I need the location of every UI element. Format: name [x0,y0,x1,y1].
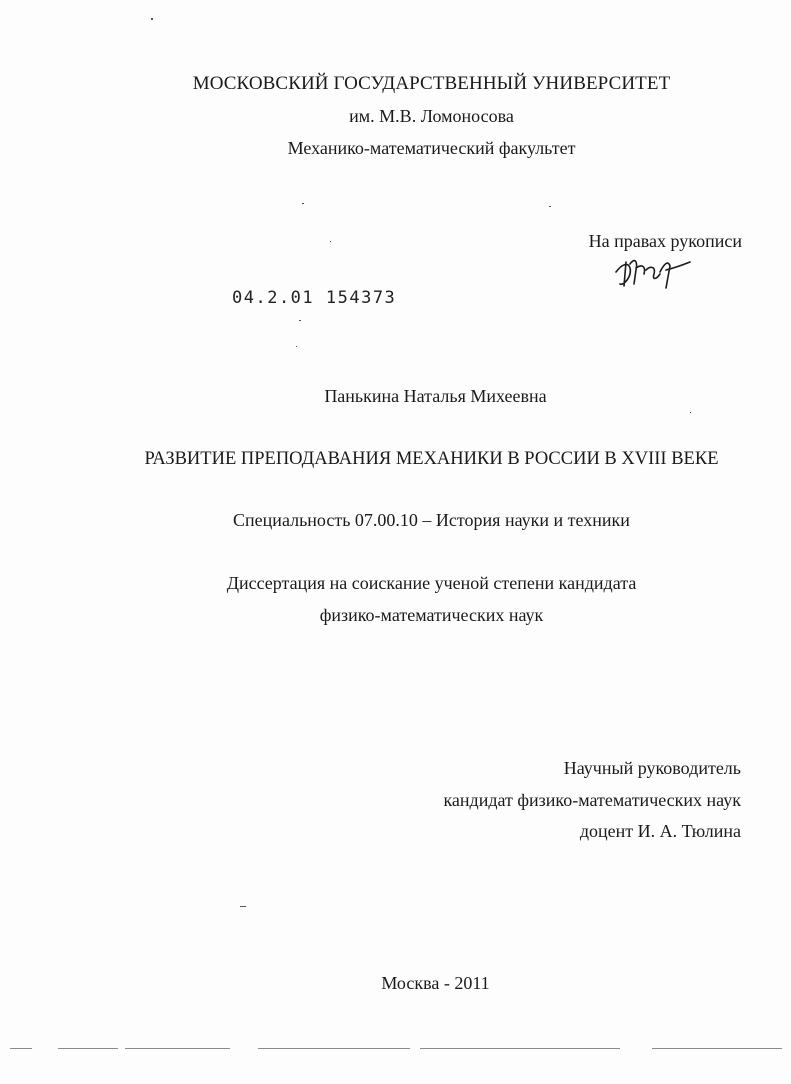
scan-speck [151,18,153,20]
speciality: Специальность 07.00.10 – История науки и техники [233,510,630,530]
dissertation-degree-line2: физико-математических наук [319,605,544,625]
scan-edge-line [58,1048,118,1049]
scan-speck [690,412,691,413]
university-named-after: им. М.В. Ломоносова [349,106,514,126]
dissertation-degree-line1: Диссертация на соискание ученой степени кандидата [226,573,637,593]
scan-speck [299,320,301,321]
handwritten-signature [612,250,694,292]
scan-edge-line [258,1048,410,1049]
inventory-stamp-number: 04.2.01 154373 [232,288,397,308]
university-name: МОСКОВСКИЙ ГОСУДАРСТВЕННЫЙ УНИВЕРСИТЕТ [192,73,671,94]
city-year: Москва - 2011 [381,973,490,993]
scan-speck [240,906,246,907]
scan-speck [302,203,304,204]
faculty-name: Механико-математический факультет [287,138,576,158]
author-name: Панькина Наталья Михеевна [324,386,547,406]
scan-speck [330,241,331,242]
supervisor-role: Научный руководитель [563,758,741,778]
scan-edge-line [420,1048,620,1049]
scan-edge-line [10,1048,32,1049]
supervisor-name: доцент И. А. Тюлина [579,821,741,841]
supervisor-degree: кандидат физико-математических наук [443,790,741,810]
dissertation-title: РАЗВИТИЕ ПРЕПОДАВАНИЯ МЕХАНИКИ В РОССИИ В XVIII ВЕКЕ [144,449,719,469]
rights-note: На правах рукописи [588,231,742,251]
scan-edge-line [652,1048,782,1049]
scan-speck [549,206,551,207]
scan-edge-line [125,1048,230,1049]
scan-speck [296,346,297,347]
